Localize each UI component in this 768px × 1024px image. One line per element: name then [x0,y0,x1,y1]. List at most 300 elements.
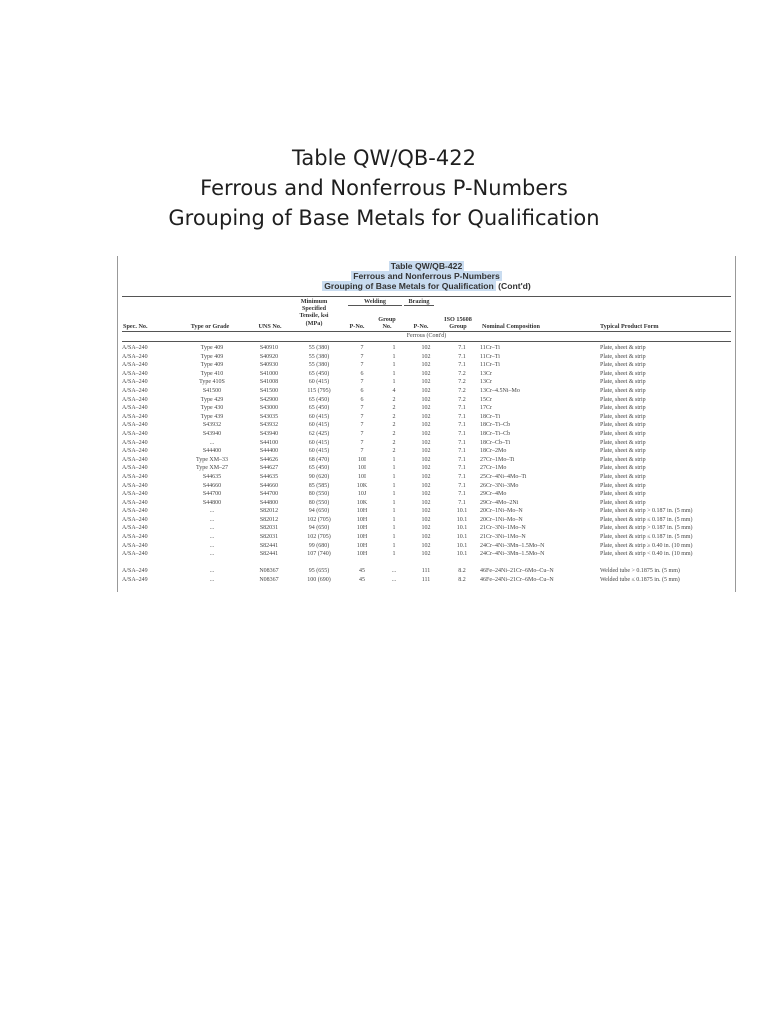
cell-nominal: 18Cr–Cb–Ti [480,439,511,446]
cell-spec: A/SA–240 [122,499,148,506]
cell-nominal: 29Cr–4Mo–2Ni [480,499,519,506]
cell-product: Welded tube ≤ 0.1875 in. (5 mm) [600,577,680,584]
cell-pno: 10H [356,551,368,558]
cell-spec: A/SA–240 [122,353,148,360]
cell-tensile: 80 (550) [308,499,330,506]
cell-group: 2 [392,405,396,412]
cell-group: 1 [392,473,396,480]
cell-nominal: 11Cr–Ti [480,345,500,351]
cell-spec: A/SA–240 [122,465,148,472]
cell-tensile: 62 (425) [308,430,330,437]
table-row [122,378,731,387]
cell-product: Plate, sheet & strip [600,396,646,403]
cell-group: 1 [392,525,396,532]
cell-tensile: 65 (450) [308,396,330,403]
cell-group: 1 [392,542,396,549]
cell-pno-braze: 102 [421,430,431,437]
cell-group: 1 [392,370,396,377]
section-label: Ferrous (Cont'd) [406,333,447,339]
cell-group: 1 [392,379,396,386]
cell-tensile: 60 (415) [308,439,330,446]
cell-iso: 7.1 [458,491,466,498]
cell-iso: 8.2 [458,568,466,575]
cell-iso: 7.1 [458,465,466,472]
table-row [122,404,731,413]
cell-product: Plate, sheet & strip [600,473,646,480]
data-table [122,344,731,585]
cell-nominal: 17Cr [480,405,492,412]
cell-tensile: 115 (795) [307,387,331,394]
cell-tensile: 95 (655) [308,568,330,575]
cell-iso: 7.1 [458,422,466,429]
table-row [122,550,731,559]
table-row [122,516,731,525]
cell-product: Plate, sheet & strip [600,491,646,498]
cell-type: ... [209,525,215,532]
cell-type: S43940 [202,430,222,437]
iso-header: ISO 15608 Group [444,316,472,331]
cell-nominal: 18Cr–2Mo [480,448,507,455]
cell-type: ... [209,542,215,549]
table-row [122,447,731,456]
cell-nominal: 21Cr–3Ni–1Mo–N [480,534,526,541]
cell-pno: 7 [360,353,364,360]
cell-product: Plate, sheet & strip [600,456,646,463]
cell-tensile: 60 (415) [308,422,330,429]
cell-iso: 8.2 [458,577,466,584]
cell-type: S44635 [202,473,222,480]
cell-pno-braze: 102 [421,439,431,446]
cell-type: S44800 [202,499,222,506]
cell-product: Plate, sheet & strip ≤ 0.187 in. (5 mm) [600,516,693,523]
scan-title-suffix: (Cont'd) [495,281,531,291]
cell-product: Plate, sheet & strip > 0.187 in. (5 mm) [600,508,693,515]
cell-pno: 10H [356,534,368,541]
cell-iso: 7.1 [458,405,466,412]
cell-pno-braze: 102 [421,456,431,463]
cell-spec: A/SA–240 [122,387,148,394]
cell-type: Type 409 [200,353,224,360]
cell-pno: 6 [360,370,364,377]
cell-nominal: 20Cr–1Ni–Mo–N [480,516,523,523]
cell-pno-braze: 102 [421,542,431,549]
cell-iso: 7.1 [458,473,466,480]
cell-product: Plate, sheet & strip > 0.187 in. (5 mm) [600,525,693,532]
cell-pno: 7 [360,439,364,446]
cell-product: Plate, sheet & strip ≤ 0.187 in. (5 mm) [600,534,693,541]
cell-uns: N08367 [259,568,279,575]
cell-group: ... [391,577,397,584]
cell-spec: A/SA–240 [122,491,148,498]
cell-spec: A/SA–240 [122,362,148,369]
cell-pno-braze: 102 [421,516,431,523]
cell-group: 2 [392,396,396,403]
cell-nominal: 20Cr–1Ni–Mo–N [480,508,523,515]
cell-pno: 10H [356,542,368,549]
nominal-header: Nominal Composition [482,323,540,330]
cell-product: Welded tube > 0.1875 in. (5 mm) [600,568,680,575]
cell-uns: S82441 [259,551,279,558]
cell-tensile: 68 (470) [308,456,330,463]
cell-pno-braze: 102 [421,534,431,541]
cell-iso: 10.1 [456,534,468,541]
cell-iso: 10.1 [456,542,468,549]
cell-pno-braze: 111 [421,568,431,575]
cell-uns: S41500 [259,387,279,394]
cell-nominal: 13Cr [480,370,492,377]
cell-uns: S82031 [259,534,279,541]
cell-iso: 7.1 [458,482,466,489]
brazing-rule [404,305,434,306]
cell-pno-braze: 102 [421,473,431,480]
cell-spec: A/SA–249 [122,568,148,575]
cell-uns: S41000 [259,370,279,377]
cell-product: Plate, sheet & strip [600,422,646,429]
cell-product: Plate, sheet & strip < 0.40 in. (10 mm) [600,551,693,558]
section-rule [122,341,731,342]
cell-uns: S44626 [259,456,279,463]
cell-spec: A/SA–240 [122,482,148,489]
table-row [122,567,731,576]
cell-type: S41500 [202,387,222,394]
cell-nominal: 24Cr–4Ni–3Mn–1.5Mo–N [480,542,545,549]
welding-header: Welding [363,298,386,305]
cell-pno: 7 [360,430,364,437]
cell-iso: 7.1 [458,430,466,437]
cell-tensile: 60 (415) [308,448,330,455]
cell-uns: S43035 [259,413,279,420]
cell-uns: S43940 [259,430,279,437]
cell-uns: S40930 [259,362,279,369]
cell-product: Plate, sheet & strip [600,345,646,351]
cell-product: Plate, sheet & strip [600,413,646,420]
cell-group: 1 [392,534,396,541]
cell-type: Type XM–27 [195,465,229,472]
table-row [122,533,731,542]
cell-spec: A/SA–240 [122,456,148,463]
cell-spec: A/SA–240 [122,379,148,386]
cell-product: Plate, sheet & strip [600,430,646,437]
cell-uns: S40910 [259,345,279,351]
cell-iso: 10.1 [456,551,468,558]
cell-product: Plate, sheet & strip [600,379,646,386]
cell-spec: A/SA–240 [122,525,148,532]
cell-product: Plate, sheet & strip [600,405,646,412]
cell-type: Type 409 [200,362,224,369]
cell-nominal: 27Cr–1Mo [480,465,507,472]
cell-pno-braze: 102 [421,508,431,515]
brazing-header: Brazing [408,298,430,305]
table-row [122,353,731,362]
cell-nominal: 26Cr–3Ni–3Mo [480,482,519,489]
cell-pno: 10K [356,482,368,489]
table-row [122,464,731,473]
cell-pno-braze: 102 [421,525,431,532]
cell-nominal: 18Cr–Ti [480,413,501,420]
cell-pno: 10H [356,508,368,515]
cell-tensile: 102 (705) [307,534,331,541]
cell-nominal: 46Fe–24Ni–21Cr–6Mo–Cu–N [480,577,554,584]
cell-tensile: 60 (415) [308,379,330,386]
table-row [122,482,731,491]
cell-uns: S44100 [259,439,279,446]
cell-iso: 7.2 [458,370,466,377]
cell-tensile: 55 (380) [308,362,330,369]
cell-spec: A/SA–249 [122,577,148,584]
cell-group: 4 [392,387,396,394]
cell-group: 1 [392,465,396,472]
cell-type: ... [209,534,215,541]
cell-group: 1 [392,362,396,369]
header-rule-top [122,296,731,297]
table-row [122,490,731,499]
cell-spec: A/SA–240 [122,396,148,403]
cell-iso: 10.1 [456,516,468,523]
cell-nominal: 27Cr–1Mo–Ti [480,456,515,463]
table-row [122,396,731,405]
scan-title-2: Ferrous and Nonferrous P-Numbers [353,271,500,281]
cell-nominal: 15Cr [480,396,492,403]
cell-pno: 10H [356,516,368,523]
cell-iso: 7.1 [458,345,466,351]
cell-iso: 10.1 [456,508,468,515]
cell-spec: A/SA–240 [122,516,148,523]
scan-title-1: Table QW/QB-422 [390,261,463,271]
cell-spec: A/SA–240 [122,542,148,549]
cell-pno: 7 [360,362,364,369]
page-title-line-3: Grouping of Base Metals for Qualification [168,206,600,230]
cell-spec: A/SA–240 [122,473,148,480]
cell-type: Type 410S [199,379,225,386]
cell-nominal: 21Cr–3Ni–1Mo–N [480,525,526,532]
cell-group: 1 [392,499,396,506]
table-row [122,439,731,448]
cell-pno: 7 [360,413,364,420]
cell-spec: A/SA–240 [122,439,148,446]
table-row [122,361,731,370]
cell-uns: S43932 [259,422,279,429]
pno-weld-header: P-No. [349,323,365,330]
cell-pno-braze: 102 [421,491,431,498]
cell-uns: S44400 [259,448,279,455]
cell-tensile: 94 (650) [308,525,330,532]
cell-type: ... [209,439,215,446]
table-row [122,413,731,422]
cell-product: Plate, sheet & strip [600,353,646,360]
table-row [122,344,731,353]
cell-spec: A/SA–240 [122,405,148,412]
cell-spec: A/SA–240 [122,430,148,437]
page-title [0,143,768,233]
cell-tensile: 102 (705) [307,516,331,523]
spec-header: Spec. No. [123,323,148,330]
cell-iso: 10.1 [456,525,468,532]
cell-uns: S82031 [259,525,279,532]
cell-pno-braze: 102 [421,413,431,420]
cell-uns: S44635 [259,473,279,480]
cell-type: S44400 [202,448,222,455]
cell-uns: S41008 [259,379,279,386]
cell-tensile: 65 (450) [308,405,330,412]
cell-pno: 10I [358,456,366,463]
cell-group: 2 [392,430,396,437]
uns-header: UNS No. [258,323,282,330]
cell-spec: A/SA–240 [122,370,148,377]
table-row [122,430,731,439]
cell-uns: S44627 [259,465,279,472]
cell-nominal: 11Cr–Ti [480,362,500,369]
product-header: Typical Product Form [600,323,659,330]
cell-pno: 7 [360,379,364,386]
cell-product: Plate, sheet & strip [600,499,646,506]
cell-spec: A/SA–240 [122,345,148,351]
table-body [122,344,731,585]
cell-spec: A/SA–240 [122,551,148,558]
cell-tensile: 65 (450) [308,465,330,472]
cell-spec: A/SA–240 [122,413,148,420]
cell-iso: 7.1 [458,362,466,369]
table-row [122,387,731,396]
header-rule-bottom [122,331,731,332]
cell-pno: 10K [356,499,368,506]
cell-iso: 7.1 [458,413,466,420]
cell-type: S44660 [202,482,222,489]
cell-uns: S43000 [259,405,279,412]
cell-type: Type 430 [200,405,224,412]
cell-group: 1 [392,491,396,498]
cell-iso: 7.1 [458,456,466,463]
cell-nominal: 46Fe–24Ni–21Cr–6Mo–Cu–N [480,568,554,575]
cell-spec: A/SA–240 [122,534,148,541]
scan-title-3: Grouping of Base Metals for Qualification [324,281,494,291]
cell-type: Type 409 [200,345,224,351]
cell-type: Type 439 [200,413,224,420]
cell-nominal: 18Cr–Ti–Cb [480,422,511,429]
cell-uns: N08367 [259,577,279,584]
tensile-header: Minimum Specified Tensile, ksi (MPa) [299,298,329,327]
cell-product: Plate, sheet & strip [600,482,646,489]
cell-iso: 7.2 [458,396,466,403]
cell-uns: S82012 [259,516,279,523]
cell-tensile: 107 (740) [307,551,331,558]
cell-uns: S40920 [259,353,279,360]
cell-type: ... [209,568,215,575]
cell-iso: 7.2 [458,379,466,386]
cell-iso: 7.1 [458,448,466,455]
cell-group: 1 [392,516,396,523]
cell-pno-braze: 102 [421,362,431,369]
cell-pno: 45 [359,568,365,575]
cell-type: ... [209,516,215,523]
cell-type: S43932 [202,422,222,429]
cell-spec: A/SA–240 [122,508,148,515]
cell-spec: A/SA–240 [122,448,148,455]
cell-product: Plate, sheet & strip ≥ 0.40 in. (10 mm) [600,542,693,549]
cell-pno: 7 [360,422,364,429]
cell-uns: S44700 [259,491,279,498]
cell-spec: A/SA–240 [122,422,148,429]
cell-type: Type 410 [200,370,224,377]
table-row [122,370,731,379]
cell-pno-braze: 102 [421,499,431,506]
cell-product: Plate, sheet & strip [600,387,646,394]
table-row [122,524,731,533]
cell-type: ... [209,551,215,558]
cell-pno: 45 [359,577,365,584]
cell-type: Type 429 [200,396,224,403]
cell-pno-braze: 102 [421,345,431,351]
cell-pno-braze: 102 [421,387,431,394]
cell-pno-braze: 102 [421,551,431,558]
cell-uns: S44800 [259,499,279,506]
cell-pno-braze: 102 [421,448,431,455]
type-header: Type or Grade [190,323,230,330]
cell-type: Type XM–33 [195,456,229,463]
cell-product: Plate, sheet & strip [600,465,646,472]
welding-rule [348,305,402,306]
cell-pno-braze: 102 [421,370,431,377]
cell-group: 2 [392,422,396,429]
cell-pno: 6 [360,396,364,403]
cell-pno-braze: 102 [421,379,431,386]
cell-group: 1 [392,353,396,360]
cell-pno: 10I [358,465,366,472]
cell-product: Plate, sheet & strip [600,362,646,369]
cell-tensile: 90 (620) [308,473,330,480]
cell-uns: S82012 [259,508,279,515]
cell-pno-braze: 102 [421,465,431,472]
table-row [122,507,731,516]
cell-tensile: 65 (450) [308,370,330,377]
cell-group: 1 [392,508,396,515]
cell-tensile: 55 (380) [308,345,330,351]
table-row [122,456,731,465]
cell-nominal: 13Cr [480,379,492,386]
cell-iso: 7.2 [458,387,466,394]
cell-group: 2 [392,448,396,455]
cell-group: 1 [392,482,396,489]
cell-tensile: 80 (550) [308,491,330,498]
cell-tensile: 99 (680) [308,542,330,549]
cell-pno: 10H [356,525,368,532]
cell-pno-braze: 102 [421,353,431,360]
table-row [122,499,731,508]
cell-group: 2 [392,413,396,420]
page-title-line-2: Ferrous and Nonferrous P-Numbers [200,176,568,200]
table-row [122,576,731,585]
table-row [122,473,731,482]
scanned-table-image [117,256,736,592]
cell-pno-braze: 102 [421,482,431,489]
cell-type: ... [209,577,215,584]
cell-pno: 10J [357,491,367,498]
cell-tensile: 55 (380) [308,353,330,360]
cell-pno: 7 [360,405,364,412]
cell-product: Plate, sheet & strip [600,448,646,455]
cell-pno: 10I [358,473,366,480]
cell-nominal: 29Cr–4Mo [480,491,507,498]
cell-product: Plate, sheet & strip [600,370,646,377]
table-row [122,542,731,551]
cell-pno: 6 [360,387,364,394]
cell-group: 1 [392,345,396,351]
cell-pno-braze: 111 [421,577,431,584]
cell-tensile: 60 (415) [308,413,330,420]
cell-nominal: 11Cr–Ti [480,353,500,360]
cell-group: 1 [392,456,396,463]
cell-pno: 7 [360,448,364,455]
cell-group: ... [391,568,397,575]
